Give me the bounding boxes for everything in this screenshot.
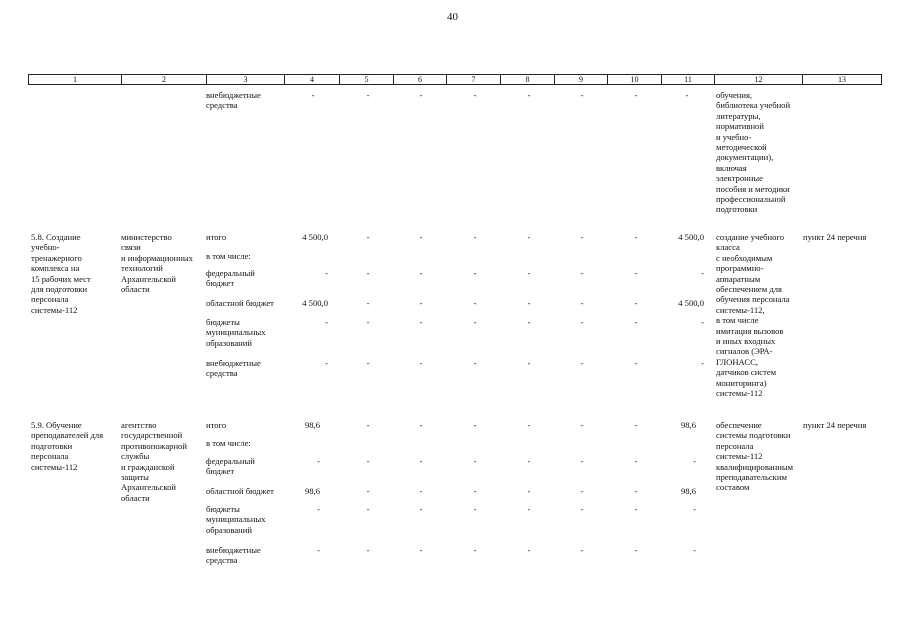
source-label: внебюджетные средства xyxy=(206,90,261,111)
value-dash: - xyxy=(473,504,477,514)
value-dash: - xyxy=(634,90,638,100)
source-label: в том числе: xyxy=(206,438,251,448)
value-dash: - xyxy=(473,358,477,368)
header-cell: 13 xyxy=(838,75,846,84)
value-dash: - xyxy=(527,456,531,466)
value-dash: - xyxy=(419,90,423,100)
value-dash: - xyxy=(473,317,477,327)
measure-name: 5.9. Обучение преподавателей для подготовки персонала системы-112 xyxy=(31,420,104,472)
value-dash: - xyxy=(580,268,584,278)
source-label: итого xyxy=(206,232,227,242)
value-dash: - xyxy=(527,420,531,430)
value-col11: - xyxy=(693,456,696,466)
value-col4: 98,6 xyxy=(304,420,320,430)
value-col4: - xyxy=(325,317,328,327)
value-dash: - xyxy=(634,317,638,327)
reference-text: пункт 24 перечня xyxy=(803,232,867,242)
measure-name: 5.8. Создание учебно- тренажерного комплекса на 15 рабочих мест для подготовки персонала системы-112 xyxy=(31,232,91,315)
header-cell: 4 xyxy=(285,75,340,84)
source-label: бюджеты муниципальных образований xyxy=(206,317,266,348)
source-label: областной бюджет xyxy=(206,298,274,308)
value-col4: - xyxy=(317,504,320,514)
value-dash: - xyxy=(634,420,638,430)
value-col4: 98,6 xyxy=(304,486,320,496)
value-col11: 4 500,0 xyxy=(678,232,704,242)
value-dash: - xyxy=(419,358,423,368)
executor-name: министерство связи и информационных технологий Архангельской области xyxy=(121,232,193,295)
value-dash: - xyxy=(685,90,689,100)
value-dash: - xyxy=(473,268,477,278)
value-dash: - xyxy=(419,298,423,308)
value-dash: - xyxy=(311,90,315,100)
value-dash: - xyxy=(634,486,638,496)
value-dash: - xyxy=(580,317,584,327)
result-text: обеспечение системы подготовки персонала системы-112 квалифицированным преподавательским составом xyxy=(716,420,794,493)
value-col4: - xyxy=(325,268,328,278)
value-dash: - xyxy=(527,317,531,327)
value-dash: - xyxy=(527,486,531,496)
header-cell: 8 xyxy=(501,75,555,84)
reference-text: пункт 24 перечня xyxy=(803,420,867,430)
value-col11: 98,6 xyxy=(680,486,696,496)
value-dash: - xyxy=(634,298,638,308)
value-dash: - xyxy=(419,504,423,514)
value-dash: - xyxy=(527,298,531,308)
value-dash: - xyxy=(634,456,638,466)
value-col11: - xyxy=(701,358,704,368)
value-dash: - xyxy=(634,545,638,555)
value-dash: - xyxy=(473,232,477,242)
source-label: внебюджетные средства xyxy=(206,545,261,566)
value-dash: - xyxy=(634,358,638,368)
source-label: бюджеты муниципальных образований xyxy=(206,504,266,535)
value-dash: - xyxy=(634,232,638,242)
value-col11: - xyxy=(693,545,696,555)
value-col4: - xyxy=(317,545,320,555)
value-dash: - xyxy=(419,268,423,278)
value-dash: - xyxy=(527,90,531,100)
value-dash: - xyxy=(473,456,477,466)
header-cell: 12 xyxy=(715,75,803,84)
header-cell: 5 xyxy=(340,75,394,84)
header-cell: 3 xyxy=(207,75,285,84)
value-dash: - xyxy=(473,298,477,308)
value-col11: 4 500,0 xyxy=(678,298,704,308)
value-dash: - xyxy=(473,545,477,555)
value-dash: - xyxy=(473,486,477,496)
source-label: областной бюджет xyxy=(206,486,274,496)
page-number: 40 xyxy=(447,11,458,23)
value-dash: - xyxy=(419,420,423,430)
value-dash: - xyxy=(366,456,370,466)
value-dash: - xyxy=(580,298,584,308)
value-dash: - xyxy=(580,358,584,368)
result-text: создание учебного класса с необходимым программно- аппаратным обеспечением для обучения персонала системы-112, в том числе имитация вызовов и иных входных сигналов (ЭРА- ГЛОНАСС, датчиков систем мониторинга) системы-112 xyxy=(716,232,790,399)
value-dash: - xyxy=(580,486,584,496)
value-dash: - xyxy=(419,317,423,327)
value-col11: - xyxy=(693,504,696,514)
value-dash: - xyxy=(366,486,370,496)
value-dash: - xyxy=(634,504,638,514)
source-label: итого xyxy=(206,420,227,430)
header-cell: 11 xyxy=(662,75,715,84)
value-dash: - xyxy=(580,232,584,242)
source-label: федеральный бюджет xyxy=(206,456,255,477)
header-cell: 7 xyxy=(447,75,501,84)
result-text: обучения, библиотека учебной литературы, нормативной и учебно- методической документации), включая электронные пособия и методики профессиональной подготовки xyxy=(716,90,791,215)
value-dash: - xyxy=(366,358,370,368)
value-dash: - xyxy=(580,456,584,466)
value-col11: - xyxy=(701,268,704,278)
value-col4: - xyxy=(325,358,328,368)
header-cell: 6 xyxy=(394,75,447,84)
value-dash: - xyxy=(527,358,531,368)
value-dash: - xyxy=(366,298,370,308)
value-dash: - xyxy=(366,317,370,327)
executor-name: агентство государственной противопожарной службы и гражданской защиты Архангельской области xyxy=(121,420,187,503)
value-col11: - xyxy=(701,317,704,327)
value-col4: 4 500,0 xyxy=(302,232,328,242)
header-cell: 2 xyxy=(122,75,207,84)
value-dash: - xyxy=(419,232,423,242)
value-dash: - xyxy=(366,420,370,430)
value-dash: - xyxy=(527,232,531,242)
header-cell: 1 xyxy=(29,75,122,84)
value-dash: - xyxy=(527,504,531,514)
value-dash: - xyxy=(366,232,370,242)
value-col4: - xyxy=(317,456,320,466)
value-dash: - xyxy=(580,420,584,430)
value-col11: 98,6 xyxy=(680,420,696,430)
value-dash: - xyxy=(580,90,584,100)
value-dash: - xyxy=(419,545,423,555)
value-dash: - xyxy=(580,545,584,555)
value-dash: - xyxy=(473,420,477,430)
value-dash: - xyxy=(419,456,423,466)
table-header-row xyxy=(28,74,882,85)
value-col4: 4 500,0 xyxy=(302,298,328,308)
value-dash: - xyxy=(366,545,370,555)
source-label: внебюджетные средства xyxy=(206,358,261,379)
value-dash: - xyxy=(419,486,423,496)
value-dash: - xyxy=(366,268,370,278)
value-dash: - xyxy=(366,90,370,100)
value-dash: - xyxy=(580,504,584,514)
value-dash: - xyxy=(527,268,531,278)
header-cell: 9 xyxy=(555,75,608,84)
source-label: федеральный бюджет xyxy=(206,268,255,289)
value-dash: - xyxy=(527,545,531,555)
value-dash: - xyxy=(473,90,477,100)
value-dash: - xyxy=(366,504,370,514)
header-cell: 10 xyxy=(608,75,662,84)
value-dash: - xyxy=(634,268,638,278)
source-label: в том числе: xyxy=(206,251,251,261)
